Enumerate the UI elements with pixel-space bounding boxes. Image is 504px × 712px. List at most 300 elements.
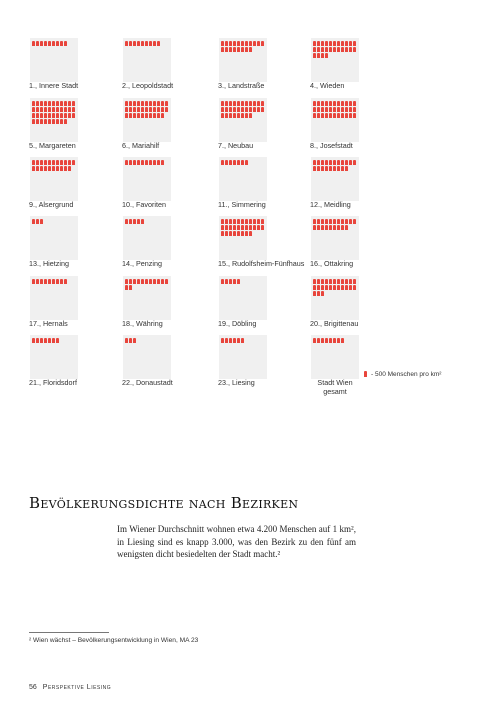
person-icon <box>313 219 316 224</box>
person-icon <box>141 113 144 118</box>
person-icon <box>36 166 39 171</box>
person-icon <box>44 160 47 165</box>
person-icon <box>60 41 63 46</box>
person-icon <box>129 160 132 165</box>
person-icon <box>36 279 39 284</box>
person-icon <box>313 166 316 171</box>
person-icon <box>221 101 224 106</box>
person-icon <box>233 47 236 52</box>
district-label: 9., Alsergrund <box>29 200 74 209</box>
legend <box>364 371 441 378</box>
density-icons <box>125 101 169 119</box>
person-icon <box>329 101 332 106</box>
person-icon <box>133 338 136 343</box>
person-icon <box>317 291 320 296</box>
person-icon <box>353 160 356 165</box>
person-icon <box>341 166 344 171</box>
density-icons <box>313 41 357 59</box>
person-icon <box>32 113 35 118</box>
person-icon <box>329 160 332 165</box>
district-label: 22., Donaustadt <box>122 378 173 387</box>
person-icon <box>48 41 51 46</box>
publication-title: Perspektive Liesing <box>42 684 112 691</box>
person-icon <box>345 107 348 112</box>
person-icon <box>64 107 67 112</box>
person-icon <box>149 113 152 118</box>
person-icon <box>237 47 240 52</box>
person-icon <box>165 101 168 106</box>
person-icon <box>229 225 232 230</box>
density-icons <box>221 219 265 237</box>
person-icon <box>313 113 316 118</box>
person-icon <box>329 338 332 343</box>
person-icon <box>125 160 128 165</box>
person-icon <box>60 113 63 118</box>
person-icon <box>161 107 164 112</box>
person-icon <box>60 119 63 124</box>
person-icon <box>52 338 55 343</box>
person-icon <box>229 101 232 106</box>
person-icon <box>125 107 128 112</box>
person-icon <box>44 166 47 171</box>
district-label: 4., Wieden <box>310 81 345 90</box>
person-icon <box>313 47 316 52</box>
person-icon <box>241 219 244 224</box>
person-icon <box>225 107 228 112</box>
person-icon <box>349 279 352 284</box>
person-icon <box>149 41 152 46</box>
district-label: 21., Floridsdorf <box>29 378 77 387</box>
body-paragraph: Im Wiener Durchschnitt wohnen etwa 4.200 Menschen auf 1 km², in Liesing sind es knapp 3.000, was den Bezirk zu den fünf am wenigsten dicht besiedelten der Stadt macht.² <box>117 524 356 559</box>
person-icon <box>321 166 324 171</box>
district-cell <box>311 98 359 142</box>
person-icon <box>60 279 63 284</box>
person-icon <box>353 279 356 284</box>
person-icon <box>145 107 148 112</box>
person-icon <box>233 225 236 230</box>
person-icon <box>241 113 244 118</box>
person-icon <box>261 225 264 230</box>
person-icon <box>32 166 35 171</box>
district-cell <box>219 157 267 201</box>
person-icon <box>56 166 59 171</box>
district-cell <box>123 276 171 320</box>
person-icon <box>225 225 228 230</box>
person-icon <box>52 160 55 165</box>
person-icon <box>349 41 352 46</box>
footnote: ² Wien wächst – Bevölkerungsentwicklung in Wien, MA 23 <box>29 637 199 644</box>
person-icon <box>245 101 248 106</box>
person-icon <box>32 119 35 124</box>
district-cell <box>123 157 171 201</box>
density-icons <box>32 338 76 344</box>
person-icon <box>72 160 75 165</box>
person-icon <box>157 113 160 118</box>
person-icon <box>153 113 156 118</box>
person-icon <box>337 285 340 290</box>
person-icon <box>221 338 224 343</box>
density-icons <box>221 338 265 344</box>
person-icon <box>68 113 71 118</box>
person-icon <box>333 219 336 224</box>
density-icons <box>125 160 169 166</box>
person-icon <box>36 107 39 112</box>
person-icon <box>221 231 224 236</box>
person-icon <box>353 47 356 52</box>
person-icon <box>48 279 51 284</box>
person-icon <box>36 41 39 46</box>
person-icon <box>249 225 252 230</box>
density-icons <box>221 101 265 119</box>
person-icon <box>337 41 340 46</box>
person-icon <box>341 107 344 112</box>
person-icon <box>317 53 320 58</box>
district-cell <box>219 335 267 379</box>
person-icon <box>221 225 224 230</box>
person-icon <box>153 107 156 112</box>
district-label: 11., Simmering <box>218 200 266 209</box>
person-icon <box>337 101 340 106</box>
person-icon <box>321 101 324 106</box>
person-icon <box>229 160 232 165</box>
person-icon <box>56 107 59 112</box>
person-icon <box>229 279 232 284</box>
person-icon <box>36 338 39 343</box>
district-label: 19., Döbling <box>218 319 257 328</box>
person-icon <box>165 279 168 284</box>
person-icon <box>313 338 316 343</box>
density-icons <box>313 219 357 231</box>
district-label: 17., Hernals <box>29 319 68 328</box>
district-cell <box>123 335 171 379</box>
person-icon <box>325 107 328 112</box>
person-icon <box>325 338 328 343</box>
district-cell <box>30 98 78 142</box>
person-icon <box>153 160 156 165</box>
district-cell <box>30 157 78 201</box>
person-icon <box>161 113 164 118</box>
district-label: 23., Liesing <box>218 378 255 387</box>
person-icon <box>225 113 228 118</box>
person-icon <box>145 113 148 118</box>
person-icon <box>353 101 356 106</box>
person-icon <box>229 219 232 224</box>
person-icon <box>52 41 55 46</box>
person-icon <box>52 119 55 124</box>
person-icon <box>313 107 316 112</box>
person-icon <box>221 113 224 118</box>
person-icon <box>321 291 324 296</box>
density-icons <box>313 160 357 172</box>
density-icons <box>313 101 357 119</box>
person-icon <box>72 101 75 106</box>
person-icon <box>341 101 344 106</box>
person-icon <box>137 219 140 224</box>
person-icon <box>353 107 356 112</box>
person-icon <box>249 107 252 112</box>
person-icon <box>221 279 224 284</box>
person-icon <box>64 279 67 284</box>
person-icon <box>60 107 63 112</box>
person-icon <box>237 225 240 230</box>
person-icon <box>125 113 128 118</box>
district-label: 6., Mariahilf <box>122 141 160 150</box>
person-icon <box>129 113 132 118</box>
person-icon <box>225 219 228 224</box>
person-icon <box>317 225 320 230</box>
density-icons <box>32 160 76 172</box>
person-icon <box>32 101 35 106</box>
person-icon <box>317 107 320 112</box>
person-icon <box>52 101 55 106</box>
person-icon <box>36 101 39 106</box>
person-icon <box>325 160 328 165</box>
person-icon <box>229 107 232 112</box>
person-icon <box>325 285 328 290</box>
district-label: Stadt Wien gesamt <box>317 378 353 396</box>
person-icon <box>249 113 252 118</box>
person-icon <box>337 166 340 171</box>
district-label: 15., Rudolfsheim-Fünfhaus <box>218 259 305 268</box>
district-cell <box>219 98 267 142</box>
person-icon <box>237 160 240 165</box>
person-icon <box>333 166 336 171</box>
person-icon <box>317 279 320 284</box>
person-icon <box>317 338 320 343</box>
person-icon <box>133 41 136 46</box>
district-cell <box>311 157 359 201</box>
person-icon <box>345 225 348 230</box>
person-icon <box>221 160 224 165</box>
person-icon <box>68 166 71 171</box>
person-icon <box>153 101 156 106</box>
person-icon <box>333 101 336 106</box>
person-icon <box>245 160 248 165</box>
district-label: 14., Penzing <box>122 259 162 268</box>
district-cell <box>219 216 267 260</box>
person-icon <box>341 41 344 46</box>
person-icon <box>60 166 63 171</box>
person-icon <box>333 160 336 165</box>
person-icon <box>44 279 47 284</box>
person-icon <box>145 279 148 284</box>
person-icon <box>44 41 47 46</box>
person-icon <box>337 279 340 284</box>
person-icon <box>48 160 51 165</box>
person-icon <box>317 285 320 290</box>
person-icon <box>337 47 340 52</box>
person-icon <box>129 101 132 106</box>
person-icon <box>40 166 43 171</box>
person-icon <box>253 225 256 230</box>
person-icon <box>333 47 336 52</box>
person-icon <box>221 41 224 46</box>
person-icon <box>333 107 336 112</box>
person-icon <box>56 338 59 343</box>
person-icon <box>333 338 336 343</box>
person-icon <box>341 219 344 224</box>
person-icon <box>313 291 316 296</box>
person-icon <box>64 166 67 171</box>
person-icon <box>349 47 352 52</box>
person-icon <box>137 41 140 46</box>
person-icon <box>125 279 128 284</box>
person-icon <box>249 101 252 106</box>
person-icon <box>321 225 324 230</box>
person-icon <box>333 113 336 118</box>
person-icon <box>245 225 248 230</box>
person-icon <box>241 231 244 236</box>
person-icon <box>241 47 244 52</box>
person-icon <box>325 219 328 224</box>
person-icon <box>225 231 228 236</box>
person-icon <box>125 338 128 343</box>
person-icon <box>48 107 51 112</box>
person-icon <box>52 279 55 284</box>
person-icon <box>313 41 316 46</box>
person-icon <box>349 219 352 224</box>
person-icon <box>221 219 224 224</box>
person-icon <box>317 219 320 224</box>
person-icon <box>233 231 236 236</box>
person-icon <box>161 160 164 165</box>
person-icon <box>325 41 328 46</box>
person-icon <box>56 279 59 284</box>
person-icon <box>241 338 244 343</box>
person-icon <box>241 225 244 230</box>
person-icon <box>313 101 316 106</box>
person-icon <box>321 107 324 112</box>
person-icon <box>72 113 75 118</box>
person-icon <box>253 107 256 112</box>
person-icon <box>225 338 228 343</box>
person-icon <box>241 107 244 112</box>
person-icon <box>56 41 59 46</box>
person-icon <box>56 160 59 165</box>
person-icon <box>233 338 236 343</box>
person-icon <box>36 160 39 165</box>
district-label: 8., Josefstadt <box>310 141 353 150</box>
district-label: 12., Meidling <box>310 200 351 209</box>
person-icon <box>313 225 316 230</box>
person-icon <box>349 107 352 112</box>
person-icon <box>36 113 39 118</box>
person-icon <box>237 41 240 46</box>
person-icon <box>64 113 67 118</box>
person-icon <box>321 160 324 165</box>
person-icon <box>325 225 328 230</box>
person-icon <box>329 285 332 290</box>
person-icon <box>345 219 348 224</box>
person-icon <box>241 160 244 165</box>
person-icon <box>237 231 240 236</box>
person-icon <box>317 113 320 118</box>
person-icon <box>257 107 260 112</box>
person-icon <box>133 101 136 106</box>
district-cell <box>123 38 171 82</box>
person-icon <box>48 101 51 106</box>
person-icon <box>48 166 51 171</box>
person-icon <box>341 279 344 284</box>
district-cell <box>219 276 267 320</box>
person-icon <box>337 219 340 224</box>
district-cell <box>123 98 171 142</box>
person-icon <box>137 160 140 165</box>
person-icon <box>137 101 140 106</box>
person-icon <box>321 279 324 284</box>
district-label: 20., Brigittenau <box>310 319 359 328</box>
person-icon <box>249 47 252 52</box>
person-icon <box>245 219 248 224</box>
person-icon <box>345 101 348 106</box>
person-icon <box>145 160 148 165</box>
person-icon <box>233 219 236 224</box>
person-icon <box>329 279 332 284</box>
person-icon <box>48 338 51 343</box>
person-icon <box>141 160 144 165</box>
person-icon <box>245 113 248 118</box>
person-icon <box>133 160 136 165</box>
person-icon <box>237 219 240 224</box>
person-icon <box>233 160 236 165</box>
density-icons <box>125 219 169 225</box>
district-label: 3., Landstraße <box>218 81 265 90</box>
person-icon <box>133 107 136 112</box>
person-icon <box>229 41 232 46</box>
person-icon <box>345 113 348 118</box>
density-icons <box>221 279 265 285</box>
person-icon <box>341 113 344 118</box>
person-icon <box>313 53 316 58</box>
district-cell <box>30 276 78 320</box>
person-icon <box>32 41 35 46</box>
person-icon <box>345 285 348 290</box>
district-cell <box>311 38 359 82</box>
person-icon <box>125 101 128 106</box>
person-icon <box>341 285 344 290</box>
person-icon <box>349 285 352 290</box>
person-icon <box>64 101 67 106</box>
person-icon <box>321 338 324 343</box>
person-icon <box>325 113 328 118</box>
person-icon <box>317 47 320 52</box>
person-icon <box>257 101 260 106</box>
district-label: 1., Innere Stadt <box>29 81 79 90</box>
person-icon <box>249 41 252 46</box>
district-cell <box>311 335 359 379</box>
person-icon <box>225 279 228 284</box>
person-icon <box>129 107 132 112</box>
person-icon <box>237 113 240 118</box>
person-icon <box>44 107 47 112</box>
district-cell <box>219 38 267 82</box>
person-icon <box>141 101 144 106</box>
person-icon <box>245 231 248 236</box>
person-icon <box>165 107 168 112</box>
person-icon <box>337 160 340 165</box>
person-icon <box>353 41 356 46</box>
person-icon <box>329 41 332 46</box>
person-icon <box>32 107 35 112</box>
person-icon <box>44 119 47 124</box>
person-icon <box>353 113 356 118</box>
person-icon <box>141 107 144 112</box>
density-icons <box>32 219 76 225</box>
person-icon <box>133 113 136 118</box>
person-icon <box>341 47 344 52</box>
person-icon <box>353 285 356 290</box>
person-icon <box>245 107 248 112</box>
